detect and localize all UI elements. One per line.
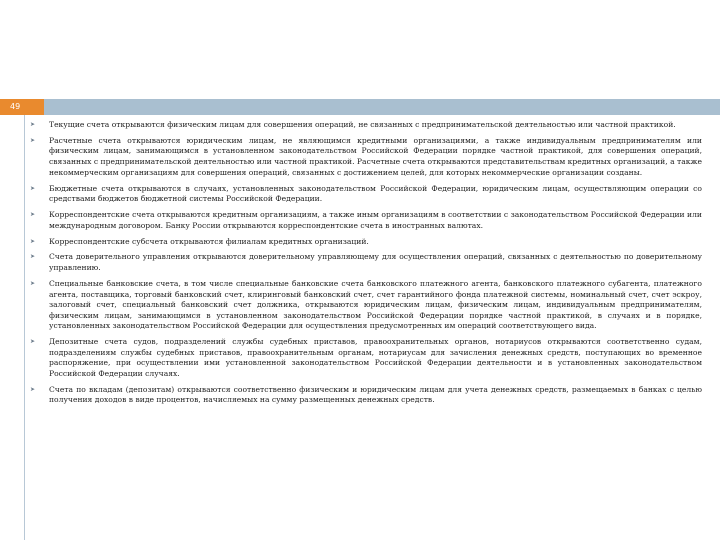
bullet-list (30, 120, 702, 411)
list-item (30, 237, 702, 248)
list-item (30, 279, 702, 332)
list-item-text: Текущие счета открываются физическим лицам для совершения операций, не связанных с предпринимательской деятельностью или частной практикой. (49, 120, 676, 129)
list-item-text: Корреспондентские счета открываются кредитным организациям, а также иным организациям в соответствии с законодательством Российской Федерации или международным договором. Банку России открываются корреспондентские счета в иностранных валютах. (49, 210, 702, 230)
list-item (30, 337, 702, 379)
list-item-text: Корреспондентские субсчета открываются филиалам кредитных организаций. (49, 236, 369, 246)
arrow-bullet-icon: ➤ (30, 253, 36, 261)
arrow-bullet-icon: ➤ (30, 136, 36, 144)
header-bar (0, 99, 720, 115)
list-item-text: Счета доверительного управления открываются доверительному управляющему для осуществления операций, связанных с деятельностью по доверительному управлению. (49, 252, 702, 273)
list-item (30, 252, 702, 273)
list-item (30, 184, 702, 205)
list-item-text: Специальные банковские счета, в том числе специальные банковские счета банковского платежного агента, банковского платежного субагента, платежного агента, поставщика, торговый банковский счет, клиринговый банковский счет, счет гарантийного фонда платежной системы, номинальный счет, счет эскроу, залоговый счет, специальный банковский счет должника, открываются юридическим лицам, физическим лицам, индивидуальным предпринимателям, физическим лицам, занимающимся в установленном законодательством Российской Федерации порядке частной практикой, в случаях и в порядке, установленных законодательством Российской Федерации для осуществления предусмотренных им операций соответствующего вида. (49, 278, 702, 331)
arrow-bullet-icon: ➤ (30, 338, 36, 346)
list-item (30, 136, 702, 178)
list-item-text: Расчетные счета открываются юридическим лицам, не являющимся кредитными организациями, а также индивидуальным предпринимателям или физическим лицам, занимающимся в установленном законодательством Российской Федерации порядке частной практикой, для совершения операций, связанных с предпринимательской деятельностью или частной практикой. Расчетные счета открываются представительствам кредитных организаций, а также некоммерческим организациям для совершения операций, связанных с достижением целей, для которых некоммерческие организации созданы. (49, 135, 702, 177)
list-item (30, 120, 702, 131)
arrow-bullet-icon: ➤ (30, 279, 36, 287)
list-item-text: Бюджетные счета открываются в случаях, установленных законодательством Российской Федерации, юридическим лицам, осуществляющим операции со средствами бюджетов бюджетной системы Российской Федерации. (49, 183, 702, 204)
list-item-text: Счета по вкладам (депозитам) открываются соответственно физическим и юридическим лицам для учета денежных средств, размещаемых в банках с целью получения доходов в виде процентов, начисляемых на сумму размещенных денежных средств. (49, 384, 702, 405)
page-number: 49 (0, 99, 44, 115)
left-rule (0, 115, 25, 540)
arrow-bullet-icon: ➤ (30, 121, 36, 128)
list-item (30, 210, 702, 231)
arrow-bullet-icon: ➤ (30, 385, 36, 393)
list-item (30, 385, 702, 406)
arrow-bullet-icon: ➤ (30, 184, 36, 192)
arrow-bullet-icon: ➤ (30, 211, 36, 219)
arrow-bullet-icon: ➤ (30, 237, 36, 245)
list-item-text: Депозитные счета судов, подразделений службы судебных приставов, правоохранительных органов, нотариусов открываются соответственно судам, подразделениям службы судебных приставов, правоохранительным органам, нотариусам для зачисления денежных средств, поступающих во временное распоряжение, при осуществлении ими установленной законодательством Российской Федерации деятельности и в установленных законодательством Российской Федерации случаях. (49, 337, 702, 378)
